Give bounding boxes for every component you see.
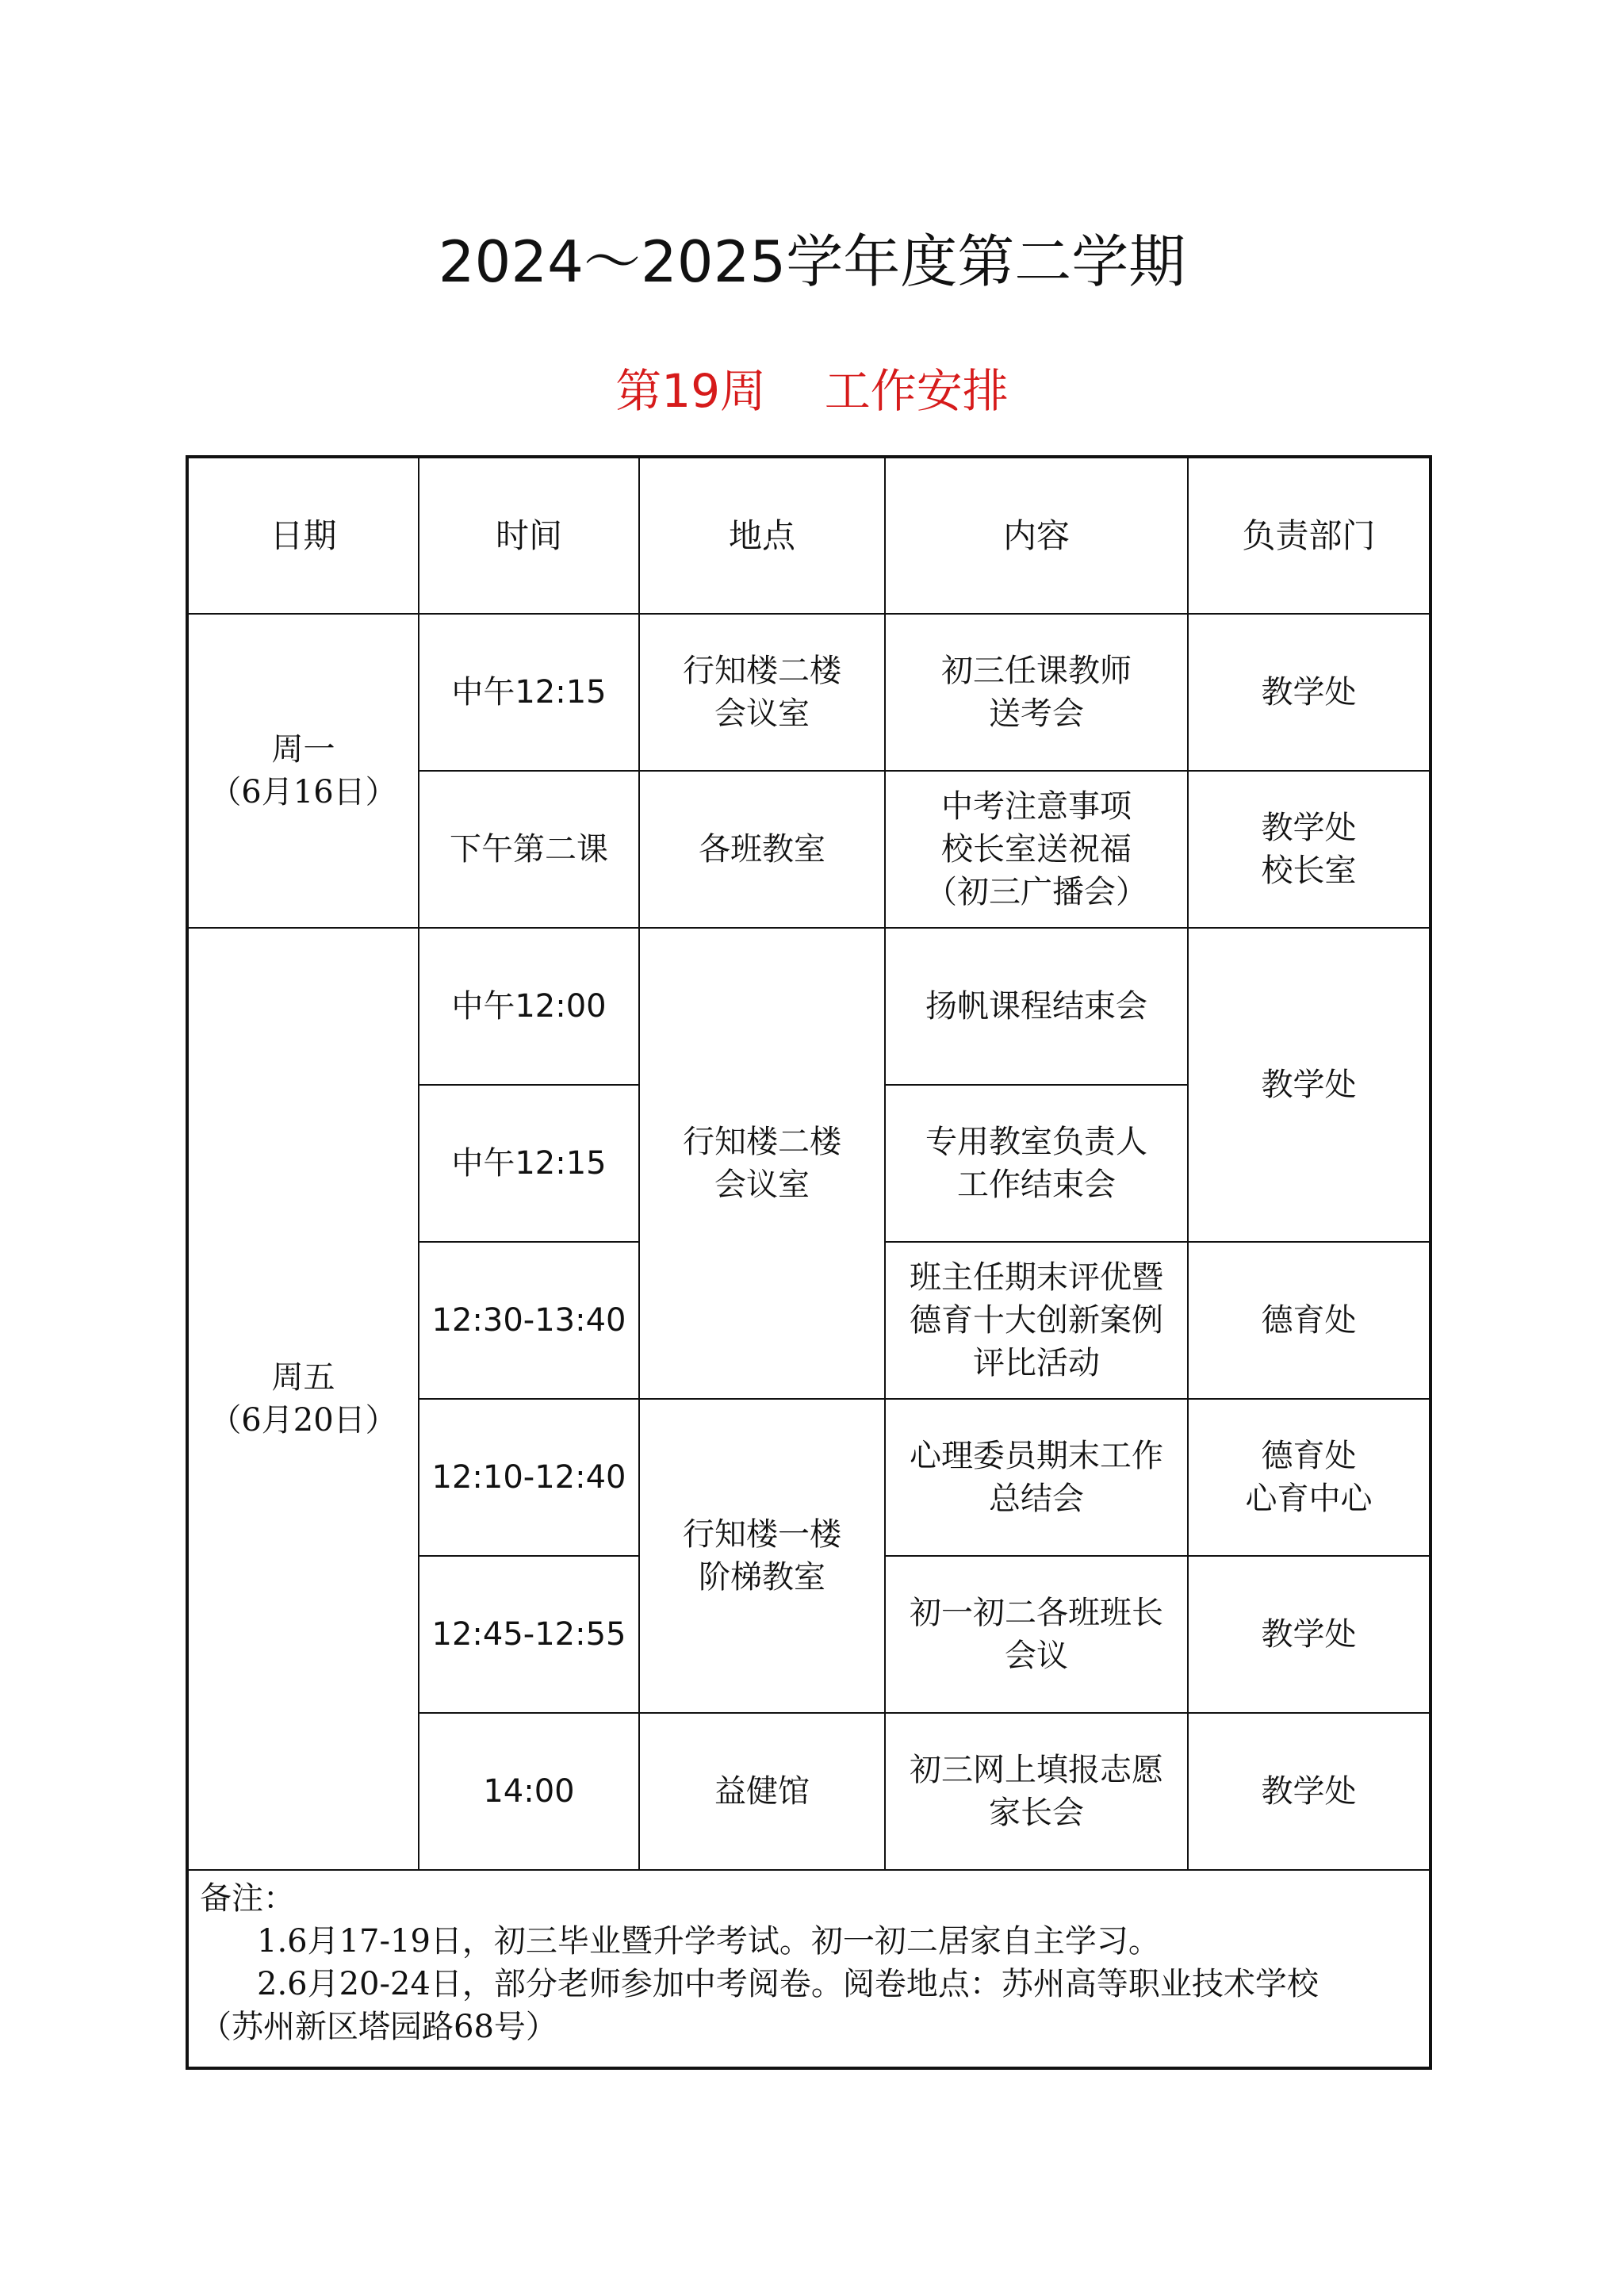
notes-row xyxy=(187,1870,1431,2068)
note-item: （苏州新区塔园路68号） xyxy=(200,2009,557,2045)
time-cell: 中午12:15 xyxy=(419,1085,639,1242)
time-cell: 12:45-12:55 xyxy=(419,1556,639,1713)
time-cell: 中午12:00 xyxy=(419,928,639,1085)
header-date: 日期 xyxy=(187,457,419,614)
location-cell: 行知楼二楼 会议室 xyxy=(639,614,885,771)
page-title: 2024～2025学年度第二学期 xyxy=(438,228,1186,295)
department-cell: 德育处 xyxy=(1188,1242,1431,1399)
table-row xyxy=(187,928,1431,1085)
location-cell: 行知楼一楼 阶梯教室 xyxy=(639,1399,885,1713)
location-cell: 行知楼二楼 会议室 xyxy=(639,928,885,1399)
header-department: 负责部门 xyxy=(1188,457,1431,614)
content-cell: 班主任期末评优暨 德育十大创新案例 评比活动 xyxy=(885,1242,1188,1399)
page-subtitle: 第19周 工作安排 xyxy=(615,364,1009,418)
content-cell: 专用教室负责人 工作结束会 xyxy=(885,1085,1188,1242)
header-time: 时间 xyxy=(419,457,639,614)
day-cell-monday xyxy=(187,614,419,928)
department-cell: 教学处 xyxy=(1188,928,1431,1242)
location-cell: 各班教室 xyxy=(639,771,885,928)
department-cell: 教学处 校长室 xyxy=(1188,771,1431,928)
note-item: 2.6月20-24日，部分老师参加中考阅卷。阅卷地点：苏州高等职业技术学校 xyxy=(257,1966,1319,2002)
note-item: 1.6月17-19日，初三毕业暨升学考试。初一初二居家自主学习。 xyxy=(257,1923,1160,1960)
table-header-row xyxy=(187,457,1431,614)
content-cell: 初三网上填报志愿 家长会 xyxy=(885,1713,1188,1870)
content-cell: 心理委员期末工作 总结会 xyxy=(885,1399,1188,1556)
time-cell: 14:00 xyxy=(419,1713,639,1870)
day-label: 周一 （6月16日） xyxy=(209,731,397,810)
department-cell: 教学处 xyxy=(1188,614,1431,771)
header-location: 地点 xyxy=(639,457,885,614)
department-cell: 教学处 xyxy=(1188,1713,1431,1870)
table-row xyxy=(187,614,1431,771)
notes-label: 备注： xyxy=(200,1880,295,1917)
department-cell: 德育处 心育中心 xyxy=(1188,1399,1431,1556)
time-cell: 12:30-13:40 xyxy=(419,1242,639,1399)
time-cell: 12:10-12:40 xyxy=(419,1399,639,1556)
department-cell: 教学处 xyxy=(1188,1556,1431,1713)
content-cell: 初三任课教师 送考会 xyxy=(885,614,1188,771)
day-label: 周五 （6月20日） xyxy=(209,1359,397,1439)
day-cell-friday xyxy=(187,928,419,1870)
header-content: 内容 xyxy=(885,457,1188,614)
notes-cell xyxy=(187,1870,1431,2068)
content-cell: 初一初二各班班长 会议 xyxy=(885,1556,1188,1713)
schedule-table xyxy=(186,455,1432,2070)
content-cell: 扬帆课程结束会 xyxy=(885,928,1188,1085)
location-cell: 益健馆 xyxy=(639,1713,885,1870)
time-cell: 中午12:15 xyxy=(419,614,639,771)
time-cell: 下午第二课 xyxy=(419,771,639,928)
content-cell: 中考注意事项 校长室送祝福 （初三广播会） xyxy=(885,771,1188,928)
